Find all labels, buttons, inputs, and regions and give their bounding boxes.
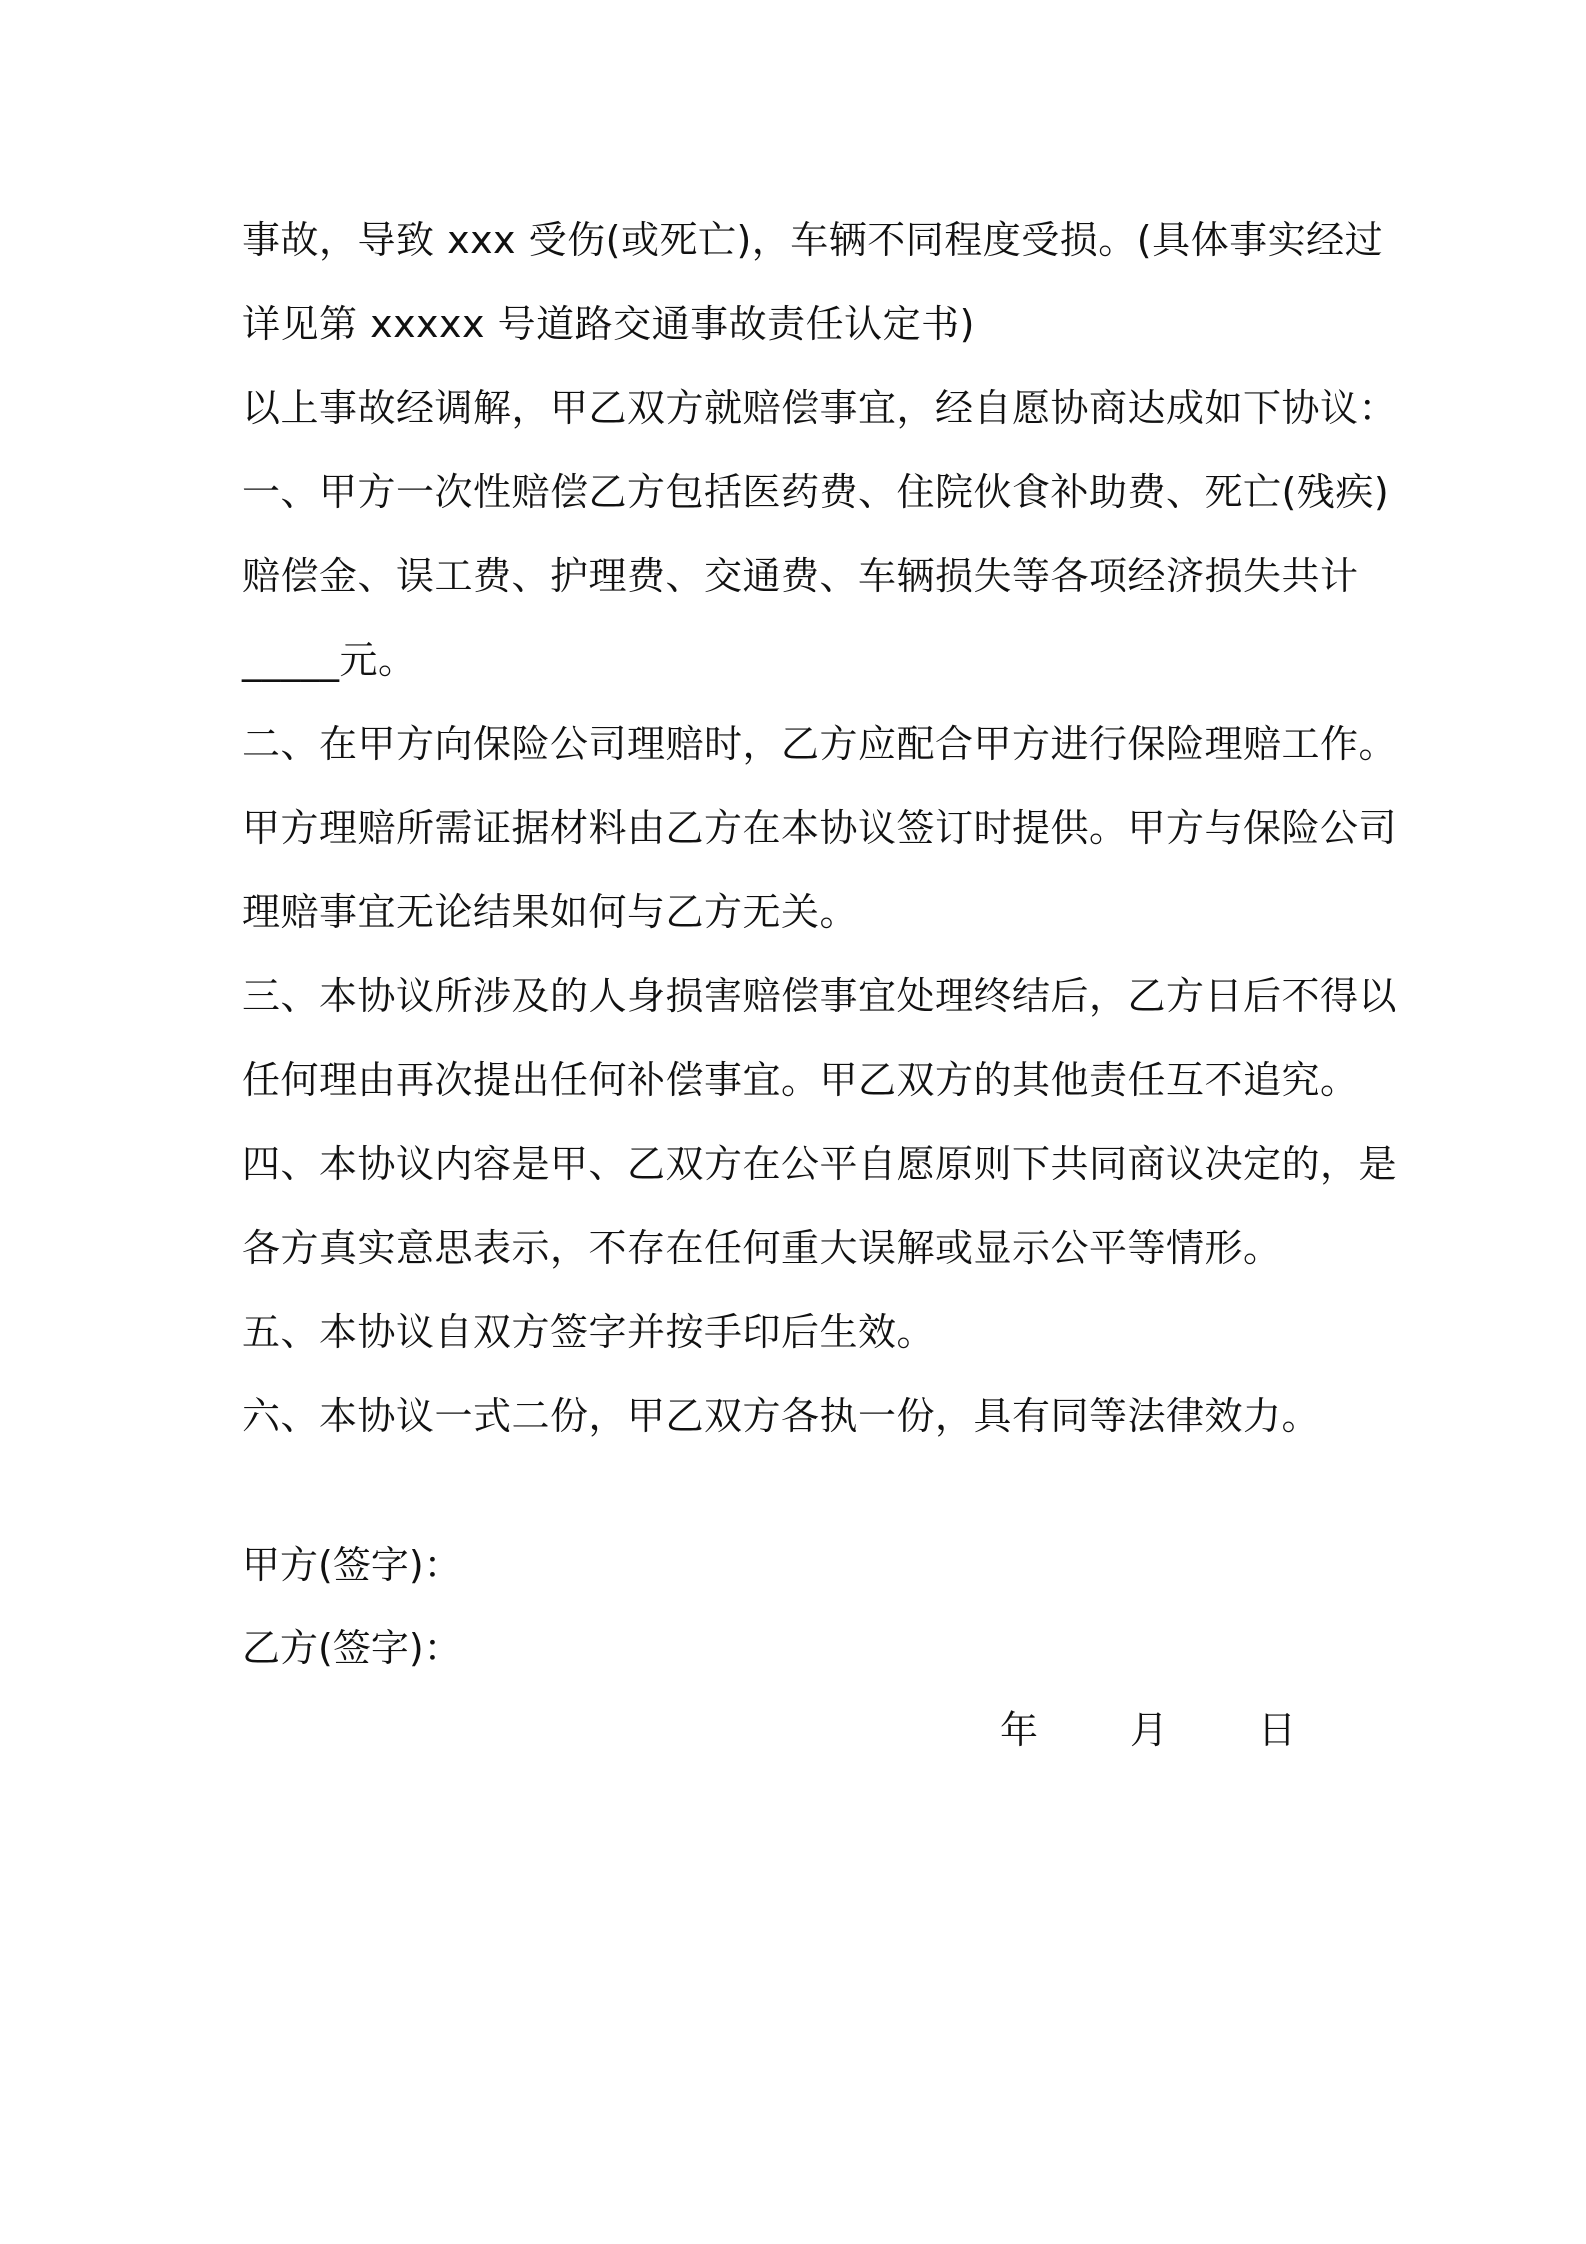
- party-a-signature-label: 甲方(签字)：: [242, 1543, 462, 1587]
- clause-1-line: 赔偿金、误工费、护理费、交通费、车辆损失等各项经济损失共计: [242, 554, 1359, 598]
- clause-3-line: 任何理由再次提出任何补偿事宜。甲乙双方的其他责任互不追究。: [242, 1058, 1359, 1102]
- clause-1-line: 一、甲方一次性赔偿乙方包括医药费、住院伙食补助费、死亡(残疾): [242, 470, 1390, 514]
- clause-2-line: 二、在甲方向保险公司理赔时，乙方应配合甲方进行保险理赔工作。: [242, 722, 1398, 766]
- paragraph-line: 事故，导致 xxx 受伤(或死亡)，车辆不同程度受损。(具体事实经过: [242, 218, 1384, 262]
- date-month-label: 月: [1130, 1708, 1169, 1752]
- clause-5-line: 五、本协议自双方签字并按手印后生效。: [242, 1310, 936, 1354]
- paragraph-line: 详见第 xxxxx 号道路交通事故责任认定书): [242, 302, 975, 346]
- clause-4-line: 四、本协议内容是甲、乙双方在公平自愿原则下共同商议决定的，是: [242, 1142, 1398, 1186]
- clause-2-line: 理赔事宜无论结果如何与乙方无关。: [242, 890, 859, 934]
- date-year-label: 年: [1000, 1708, 1039, 1752]
- date-day-label: 日: [1258, 1708, 1297, 1752]
- paragraph-line: 以上事故经调解，甲乙双方就赔偿事宜，经自愿协商达成如下协议：: [242, 386, 1398, 430]
- party-b-signature-label: 乙方(签字)：: [242, 1626, 462, 1670]
- clause-6-line: 六、本协议一式二份，甲乙双方各执一份，具有同等法律效力。: [242, 1394, 1321, 1438]
- clause-4-line: 各方真实意思表示，不存在任何重大误解或显示公平等情形。: [242, 1226, 1282, 1270]
- compensation-amount-line: _____元。: [242, 638, 417, 682]
- clause-3-line: 三、本协议所涉及的人身损害赔偿事宜处理终结后，乙方日后不得以: [242, 974, 1398, 1018]
- agreement-body: [242, 198, 1398, 1458]
- clause-2-line: 甲方理赔所需证据材料由乙方在本协议签订时提供。甲方与保险公司: [242, 806, 1398, 850]
- date-line: [1000, 1700, 1296, 1760]
